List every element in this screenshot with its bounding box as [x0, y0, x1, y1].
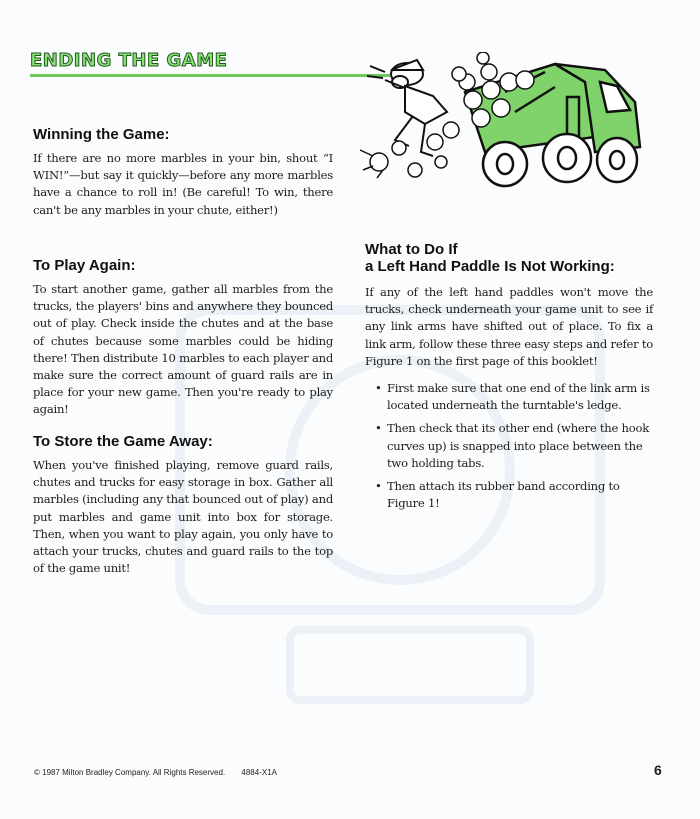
section-title: ENDING THE GAME	[30, 50, 228, 71]
list-item: • First make sure that one end of the link arm is located underneath the turntable's ledge.	[375, 381, 650, 413]
store-body: When you've finished playing, remove guard rails, chutes and trucks for easy storage in box. Gather all marbles (including any that bounced out of play) and put marbles and game unit into box for storage. Then, when you want to play again, you only have to attach your trucks, chutes and guard rails to the top of the game unit!	[33, 458, 333, 576]
paddle-heading-line2: a Left Hand Paddle Is Not Working:	[365, 258, 615, 275]
page-number: 6	[654, 762, 662, 778]
title-underline	[30, 74, 390, 77]
list-item: • Then check that its other end (where the hook curves up) is snapped into place between the two holding tabs.	[375, 421, 649, 470]
copyright-text: © 1987 Milton Bradley Company. All Rights Reserved.	[34, 768, 226, 777]
play-again-section	[33, 257, 333, 419]
winning-heading: Winning the Game:	[33, 126, 170, 143]
play-again-heading: To Play Again:	[33, 257, 136, 274]
winning-body: If there are no more marbles in your bin, shout “I WIN!”—but say it quickly—before any more marbles have a chance to roll in! (Be careful! To win, there can't be any marbles in your chute, either!)	[33, 151, 333, 217]
marble-truck-illustration	[355, 52, 655, 202]
footer	[34, 768, 277, 777]
paddle-section	[365, 241, 653, 518]
paddle-heading	[365, 241, 653, 275]
paddle-body: If any of the left hand paddles won't move the trucks, check underneath your game unit to see if any link arms have shifted out of place. To fix a link arm, follow these three easy steps and refer to Figure 1 on the first page of this booklet!	[365, 285, 653, 368]
product-code: 4884-X1A	[241, 768, 277, 777]
play-again-body: To start another game, gather all marbles from the trucks, the players' bins and anywhere they bounced out of play. Check inside the chutes and at the base of chutes because some marbles could be hiding there! Then distribute 10 marbles to each player and make sure the correct amount of guard rails are in place for your new game. Then you're ready to play again!	[33, 282, 333, 417]
winning-section	[33, 126, 333, 219]
paddle-steps-list	[375, 380, 653, 512]
truck-wheels	[483, 134, 637, 186]
store-heading: To Store the Game Away:	[33, 433, 213, 450]
bullet-icon: •	[375, 421, 382, 436]
list-item: • Then attach its rubber band according to Figure 1!	[375, 479, 620, 511]
store-section	[33, 433, 333, 577]
paddle-heading-line1: What to Do If	[365, 241, 458, 258]
bullet-icon: •	[375, 479, 382, 494]
bullet-icon: •	[375, 381, 382, 396]
